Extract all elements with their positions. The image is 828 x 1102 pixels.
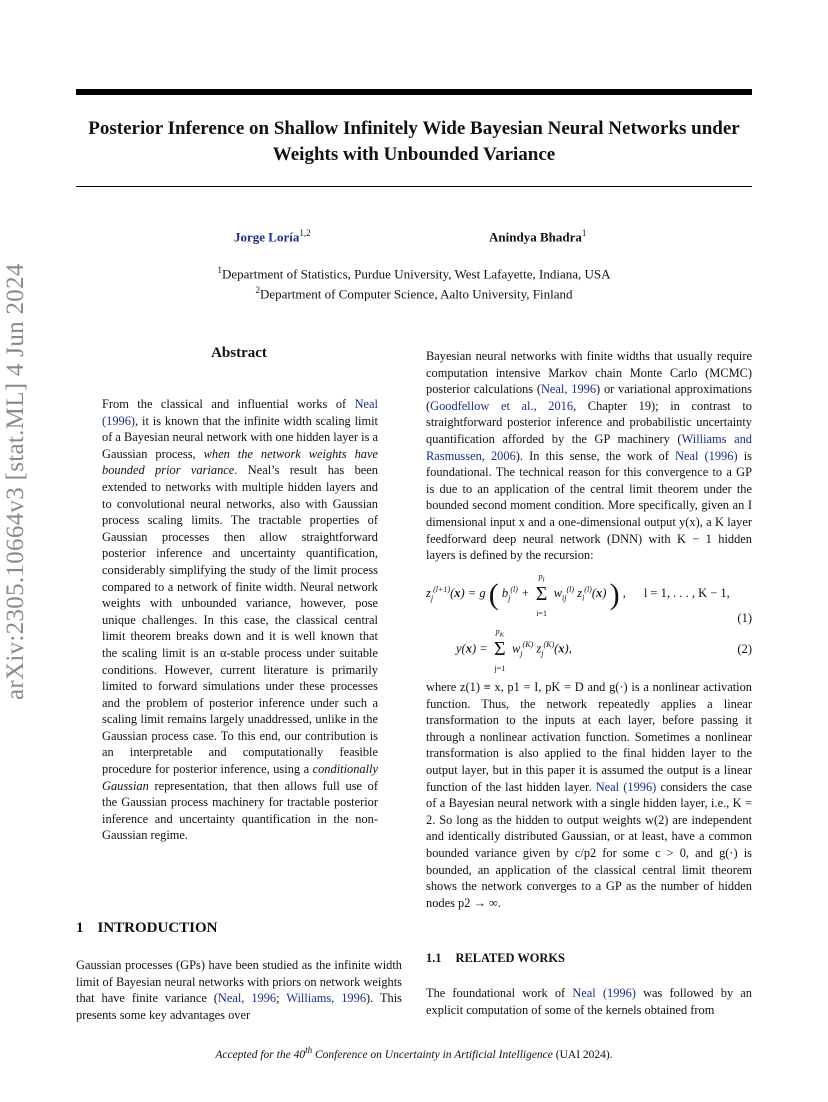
citation-link[interactable]: Neal (1996) bbox=[102, 397, 378, 428]
equation-1 bbox=[426, 568, 752, 628]
citation-link[interactable]: Williams and Rasmussen, 2006 bbox=[426, 431, 752, 463]
paper-title: Posterior Inference on Shallow Infinitely Wide Bayesian Neural Networks under Weights with Unbounded Variance bbox=[88, 118, 740, 165]
footer-note: Accepted for the 40th Conference on Uncertainty in Artificial Intelligence (UAI 2024). bbox=[215, 1045, 613, 1061]
abstract-heading: Abstract bbox=[211, 345, 267, 361]
equation-2 bbox=[426, 627, 752, 673]
equation-2-number: (2) bbox=[737, 642, 752, 656]
citation-link[interactable]: Neal (1996) bbox=[572, 986, 636, 1000]
citation-link[interactable]: Neal (1996) bbox=[675, 448, 738, 463]
arxiv-stamp: arXiv:2305.10664v3 [stat.ML] 4 Jun 2024 bbox=[2, 263, 29, 700]
citation-link[interactable]: Goodfellow et al., 2016 bbox=[430, 398, 574, 413]
author-2-affil-mark: 1 bbox=[581, 228, 587, 238]
citation-link[interactable]: Williams, 1996 bbox=[286, 991, 367, 1006]
citation-link[interactable]: Neal, 1996 bbox=[217, 991, 277, 1006]
citation-link[interactable]: Neal, 1996 bbox=[540, 382, 597, 397]
equation-1-condition: l = 1, . . . , K − 1, bbox=[643, 586, 730, 600]
author-1[interactable] bbox=[234, 228, 311, 245]
right-column-paragraph-3: The foundational work of Neal (1996) was followed by an explicit computation of some of the kernels obtained from bbox=[426, 986, 752, 1017]
author-1-affil-mark: 1,2 bbox=[299, 228, 311, 238]
intro-body: Gaussian processes (GPs) have been studied as the infinite width limit of Bayesian neural networks with priors on network weights that have finite variance (Neal, 1996; Williams, 1996). This presents some key advantages over bbox=[76, 958, 402, 1022]
abstract-body: From the classical and influential works of Neal (1996), it is known that the infinite width scaling limit of a Bayesian neural network with one hidden layer is a Gaussian process, when the network weights have bounded prior variance. Neal’s result has been extended to networks with multiple hidden layers and to convolutional neural networks, also with Gaussian process scaling limits. The tractable properties of Gaussian processes then allow straightforward posterior inference and uncertainty quantification, considerably simplifying the study of the limit process compared to a network of finite width. Neural network weights with unbounded variance, however, pose unique challenges. In this case, the classical central limit theorem breaks down and it is well known that the scaling limit is an α-stable process under suitable conditions. However, current literature is primarily limited to forward simulations under these processes and the problem of posterior inference under such a scaling limit remains largely unaddressed, unlike in the Gaussian process case. To this end, our contribution is an interpretable and computationally feasible procedure for posterior inference, using a conditionally Gaussian representation, that then allows full use of the Gaussian process machinery for tractable posterior inference and uncertainty quantification in the non-Gaussian regime. bbox=[102, 397, 379, 843]
subsection-heading-related-works: 1.1 RELATED WORKS bbox=[426, 951, 565, 965]
equation-2-formula: y(x) = $p_K$ Σ j=1 $w_j^{(K)}$ $z_j^{(K)}(x)$, bbox=[456, 627, 572, 673]
right-column-paragraph-2: where z(1) ≡ x, p1 = I, pK = D and g(·) is a nonlinear activation function. Thus, the network repeatedly applies a linear transformation to the inputs at each layer, before passing it through a nonlinear activation function. Sometimes a nonlinear transformation is also applied to the final hidden layer to the output layer, but in this paper it is assumed the output is a linear function of the last hidden layer. Neal (1996) considers the case of a Bayesian neural network with a single hidden layer, i.e., K = 2. So long as the hidden to output weights w(2) are independent and identically distributed Gaussian, or at least, have a common bounded variance given by c/p2 for some c > 0, and g(·) is bounded, an application of the classical central limit theorem shows the network converges to a GP as the number of hidden nodes p2 → ∞. bbox=[426, 680, 752, 910]
title-rule-top bbox=[76, 89, 752, 95]
citation-link[interactable]: Neal (1996) bbox=[595, 779, 657, 794]
title-rule-bottom bbox=[76, 186, 752, 187]
section-heading-introduction: 1 INTRODUCTION bbox=[76, 920, 218, 936]
affiliation-1: $^1$Department of Statistics, Purdue University, West Lafayette, Indiana, USA bbox=[217, 265, 611, 282]
affiliations bbox=[76, 262, 752, 303]
affiliation-2: $^2$Department of Computer Science, Aalto University, Finland bbox=[255, 285, 573, 302]
equation-1-formula: $z_j^{(l+1)}(x) = g$ ( $b_j^{(l)}$ + $p_l$ Σ i=1 $w_{ij}^{(l)}$ $z_i^{(l)}(x)$ ) , l = 1, . . . , K − 1, bbox=[426, 571, 730, 618]
author-2-name: Anindya Bhadra bbox=[489, 229, 582, 245]
equation-1-number: (1) bbox=[737, 611, 752, 625]
author-2 bbox=[489, 228, 586, 245]
author-1-name[interactable]: Jorge Loría bbox=[234, 229, 300, 245]
right-column-paragraph-1: Bayesian neural networks with finite widths that usually require computation intensive Markov chain Monte Carlo (MCMC) posterior calculations (Neal, 1996) or variational approximations (Goodfellow et al., 2016, Chapter 19); in contrast to straightforward posterior inference and probabilistic uncertainty quantification afforded by the GP machinery (Williams and Rasmussen, 2006). In this sense, the work of Neal (1996) is foundational. The technical reason for this convergence to a GP is due to an application of the central limit theorem under the bounded second moment condition. More specifically, given an I dimensional input x and a one-dimensional output y(x), a K layer feedforward deep neural network (DNN) with K − 1 hidden layers is defined by the recursion: bbox=[426, 349, 752, 563]
